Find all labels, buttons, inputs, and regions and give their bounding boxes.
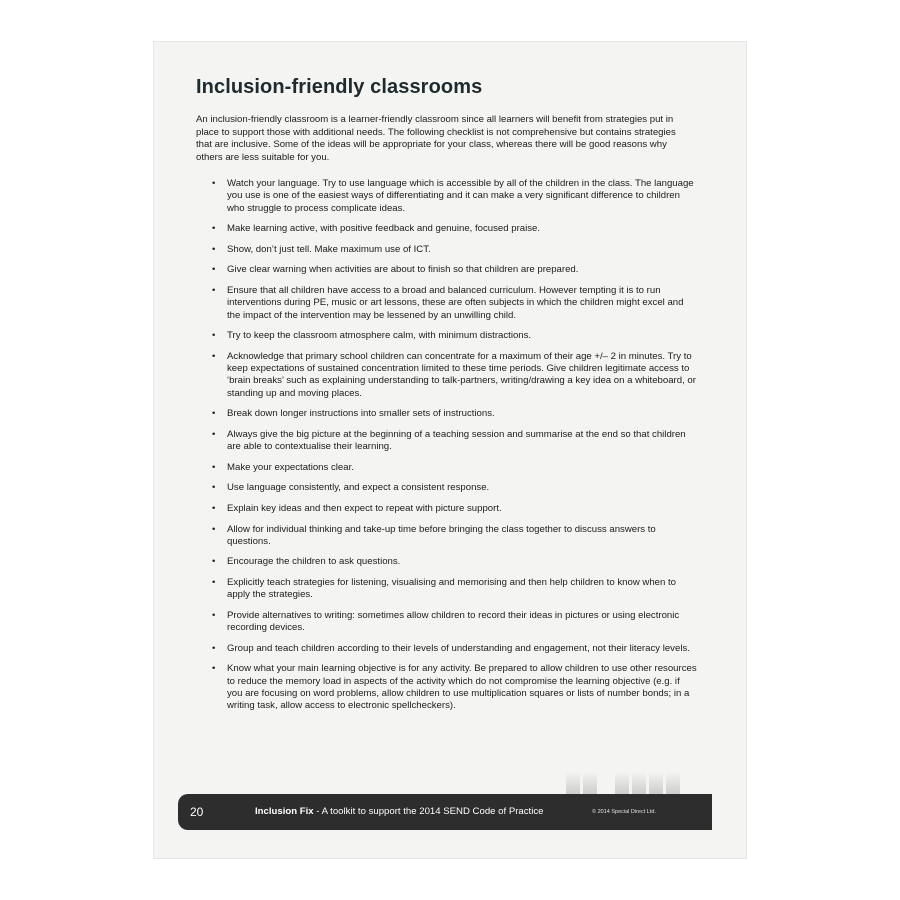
list-item-text: Encourage the children to ask questions. (227, 556, 401, 568)
list-item (209, 462, 697, 474)
list-item-text: Group and teach children according to their levels of understanding and engagement, not their literacy levels. (227, 642, 690, 654)
bullet-dot: • (212, 576, 216, 588)
document-page (154, 42, 746, 858)
book-subtitle: - A toolkit to support the 2014 SEND Code of Practice (313, 806, 544, 817)
list-item-text: Break down longer instructions into smaller sets of instructions. (227, 408, 495, 420)
list-item (209, 643, 697, 655)
list-item-text: Show, don’t just tell. Make maximum use of ICT. (227, 243, 431, 255)
list-item-text: Always give the big picture at the beginning of a teaching session and summarise at the end so that children are able to contextualise their learning. (227, 428, 686, 453)
bullet-dot: • (212, 523, 216, 535)
list-item-text: Watch your language. Try to use language which is accessible by all of the children in the class. The language you use is one of the easiest ways of differentiating and it can make a very significant difference to children who struggle to process complicate ideas. (227, 178, 694, 214)
intro-paragraph: An inclusion-friendly classroom is a learner-friendly classroom since all learners will benefit from strategies put in place to support those with additional needs. The following checklist is not comprehensive but contains strategies that are inclusive. Some of the ideas will be appropriate for your class, whereas there will be good reasons why others are less suitable for you. (196, 114, 676, 163)
list-item-text: Make your expectations clear. (227, 461, 354, 473)
list-item (209, 429, 697, 454)
bullet-dot: • (212, 642, 216, 654)
list-item (209, 178, 697, 215)
list-item-text: Acknowledge that primary school children can concentrate for a maximum of their age +/– 2 in minutes. Try to keep expectations of sustained concentration limited to these time periods. Give children legitimate access to ‘brain breaks’ such as explaining understanding to talk-partners, writing/drawing a key idea on a whiteboard, or standing up and moving places. (227, 350, 696, 399)
checklist (209, 178, 697, 713)
list-item (209, 264, 697, 276)
list-item-text: Use language consistently, and expect a consistent response. (227, 482, 490, 494)
list-item-text: Ensure that all children have access to a broad and balanced curriculum. However tempting it is to run interventions during PE, music or art lessons, these are often subjects in which the children might excel and the impact of the intervention may be lessened by an unwilling child. (227, 284, 684, 321)
list-item (209, 503, 697, 515)
list-item (209, 663, 697, 712)
bullet-dot: • (212, 408, 216, 420)
page-number: 20 (190, 805, 204, 819)
list-item (209, 610, 697, 635)
bullet-dot: • (212, 428, 216, 440)
bullet-dot: • (212, 609, 216, 621)
list-item (209, 285, 697, 322)
bullet-dot: • (212, 663, 216, 675)
list-item-text: Give clear warning when activities are about to finish so that children are prepared. (227, 264, 579, 276)
list-item (209, 244, 697, 256)
bullet-dot: • (212, 330, 216, 342)
list-item-text: Explicitly teach strategies for listening, visualising and memorising and then help children to know when to apply the strategies. (227, 576, 677, 601)
bullet-dot: • (212, 178, 216, 189)
list-item (209, 408, 697, 420)
bullet-dot: • (212, 461, 216, 473)
list-item-text: Make learning active, with positive feedback and genuine, focused praise. (227, 223, 541, 235)
footer-bar (178, 794, 712, 830)
list-item-text: Explain key ideas and then expect to repeat with picture support. (227, 502, 502, 514)
bullet-dot: • (212, 482, 216, 494)
book-title (255, 806, 543, 817)
list-item (209, 556, 697, 568)
list-item (209, 482, 697, 494)
list-item (209, 330, 697, 342)
bullet-dot: • (212, 243, 216, 255)
bullet-dot: • (212, 264, 216, 276)
list-item (209, 577, 697, 602)
list-item-text: Know what your main learning objective is for any activity. Be prepared to allow children to use other resources to reduce the memory load in aspects of the activity which do not compromise the learning objective (e.g. if you are focusing on word problems, allow children to use multiplication squares or lists of number bonds; in a writing task, allow access to electronic spellcheckers). (227, 663, 697, 712)
book-title-name: Inclusion Fix (255, 806, 314, 817)
list-item (209, 524, 697, 549)
list-item-text: Allow for individual thinking and take-up time before bringing the class together to discuss answers to questions. (227, 523, 656, 547)
list-item (209, 223, 697, 235)
list-item (209, 351, 697, 400)
bullet-dot: • (212, 223, 216, 235)
bullet-dot: • (212, 502, 216, 514)
bullet-dot: • (212, 350, 216, 362)
bullet-dot: • (212, 284, 216, 296)
list-item-text: Try to keep the classroom atmosphere calm, with minimum distractions. (227, 330, 532, 342)
bullet-dot: • (212, 556, 216, 568)
list-item-text: Provide alternatives to writing: sometimes allow children to record their ideas in pictures or using electronic recording devices. (227, 609, 680, 634)
page-title: Inclusion-friendly classrooms (196, 76, 483, 98)
copyright-notice: © 2014 Special Direct Ltd. (592, 809, 656, 815)
